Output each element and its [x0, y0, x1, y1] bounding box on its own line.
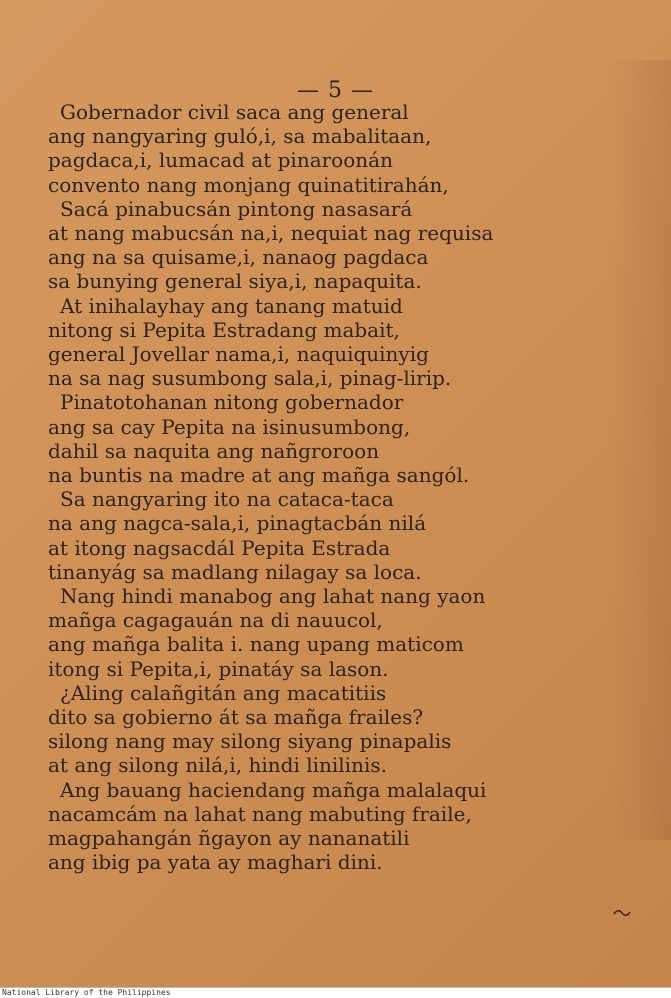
poem-line: Ang bauang haciendang mañga malalaqui — [60, 777, 487, 802]
poem-line: dahil sa naquita ang nañgroroon — [48, 438, 380, 463]
poem-line: pagdaca,i, lumacad at pinaroonán — [48, 148, 393, 173]
poem-line: ¿Aling calañgitán ang macatitiis — [60, 680, 387, 705]
poem-line: dito sa gobierno át sa mañga frailes? — [48, 705, 424, 730]
poem-line: ang sa cay Pepita na isinusumbong, — [48, 414, 411, 439]
printer-ornament-mark — [612, 906, 634, 918]
poem-line: tinanyág sa madlang nilagay sa loca. — [48, 559, 422, 584]
stanza — [48, 487, 648, 584]
poem-line: Gobernador civil saca ang general — [60, 100, 409, 124]
library-credit: National Library of the Philippines — [2, 988, 171, 997]
poem-line: ang na sa quisame,i, nanaog pagdaca — [48, 245, 429, 270]
poem-line: mañga cagagauán na di nauucol, — [48, 608, 383, 633]
poem-line: at nang mabucsán na,i, nequiat nag requisa — [48, 221, 494, 246]
poem-line: convento nang monjang quinatitirahán, — [48, 172, 449, 197]
poem-line: At inihalayhay ang tanang matuid — [60, 293, 403, 318]
stanza — [48, 100, 648, 197]
poem-line: ang ibig pa yata ay maghari dini. — [48, 850, 383, 875]
poem-line: sa bunying general siya,i, napaquita. — [48, 269, 422, 294]
poem-line: ang nangyaring guló,i, sa mabalitaan, — [48, 124, 432, 149]
poem-line: Nang hindi manabog ang lahat nang yaon — [60, 584, 486, 609]
poem-line: na sa nag susumbong sala,i, pinag-lirip. — [48, 366, 452, 391]
poem-line: ang mañga balita i. nang upang maticom — [48, 632, 464, 657]
poem-line: itong si Pepita,i, pinatáy sa lason. — [48, 656, 389, 681]
poem-line: Sacá pinabucsán pintong nasasará — [60, 196, 413, 221]
stanza — [48, 584, 648, 681]
poem-line: nitong si Pepita Estradang mabait, — [48, 317, 400, 342]
stanza — [48, 294, 648, 391]
stanza — [48, 390, 648, 487]
stanza — [48, 778, 648, 875]
page-number: — 5 — — [297, 78, 374, 103]
poem-line: magpahangán ñgayon ay nananatili — [48, 826, 410, 851]
poem-text — [48, 100, 648, 875]
poem-line: na buntis na madre at ang mañga sangól. — [48, 463, 470, 488]
poem-line: na ang nagca-sala,i, pinagtacbán nilá — [48, 511, 427, 536]
poem-line: at itong nagsacdál Pepita Estrada — [48, 535, 391, 560]
poem-line: at ang silong nilá,i, hindi linilinis. — [48, 753, 387, 778]
poem-line: silong nang may silong siyang pinapalis — [48, 729, 452, 754]
poem-line: general Jovellar nama,i, naquiquinyig — [48, 342, 429, 367]
poem-line: Sa nangyaring ito na cataca-taca — [60, 487, 394, 512]
stanza — [48, 197, 648, 294]
poem-line: Pinatotohanan nitong gobernador — [60, 390, 404, 415]
stanza — [48, 681, 648, 778]
footer-bar — [0, 987, 671, 998]
poem-line: nacamcám na lahat nang mabuting fraile, — [48, 801, 472, 826]
